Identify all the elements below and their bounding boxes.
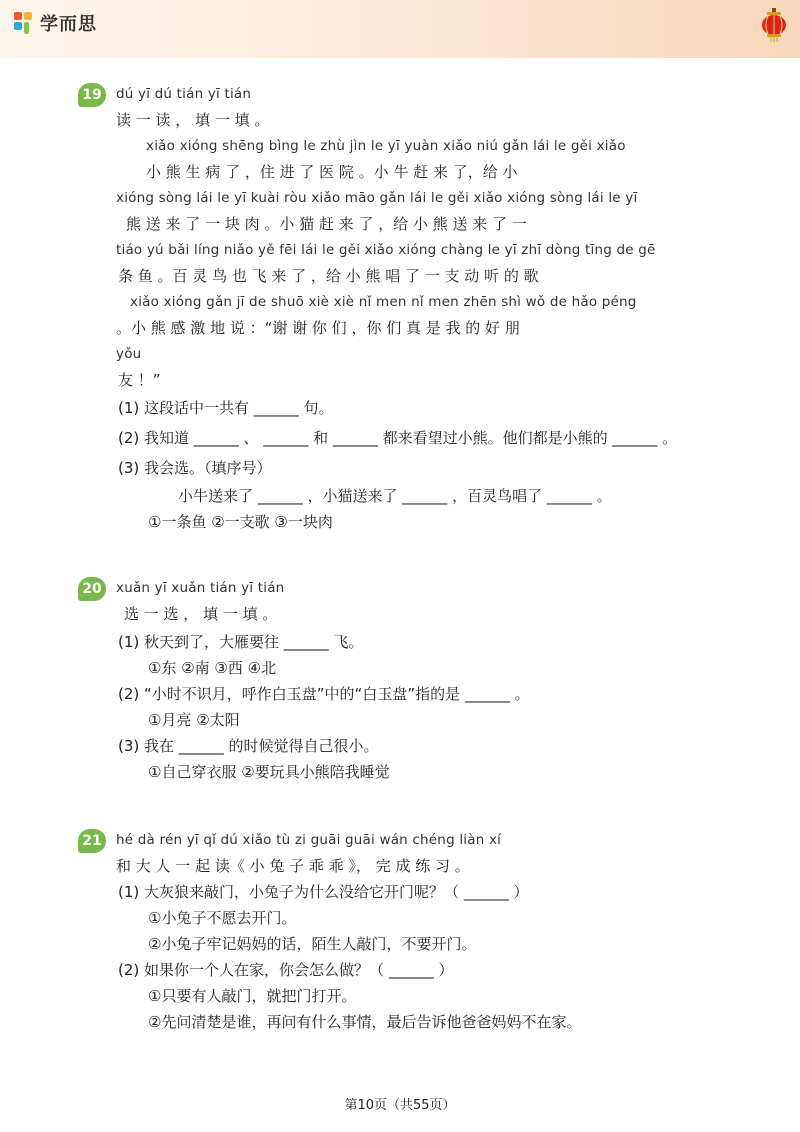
q21-subquestion-1-option-b: ②小兔子牢记妈妈的话，陌生人敲门，不要开门。 — [148, 935, 477, 953]
q20-title-pinyin: xuǎn yī xuǎn tián yī tián — [116, 580, 285, 596]
q20-subquestion-3-options: ①自己穿衣服 ②要玩具小熊陪我睡觉 — [148, 763, 390, 781]
q20-subquestion-1-options: ①东 ②南 ③西 ④北 — [148, 659, 277, 677]
brand-name: 学而思 — [40, 14, 97, 35]
q21-subquestion-2-option-b: ②先问清楚是谁，再问有什么事情，最后告诉他爸爸妈妈不在家。 — [148, 1013, 582, 1031]
q19-text-line-2: 熊 送 来 了 一 块 肉 。小 猫 赶 来 了 ，给 小 熊 送 来 了 一 — [126, 215, 527, 233]
q19-subquestion-3-options: ①一条鱼 ②一支歌 ③一块肉 — [148, 513, 333, 531]
q19-subquestion-3-sentence: 小牛送来了 ______ ，小猫送来了 ______ ，百灵鸟唱了 ______ 。 — [178, 487, 612, 505]
q20-subquestion-2-options: ①月亮 ②太阳 — [148, 711, 240, 729]
q19-pinyin-line-5: yǒu — [116, 346, 142, 362]
q19-pinyin-line-2: xióng sòng lái le yī kuài ròu xiǎo māo gǎn lái le gěi xiǎo xióng sòng lái le yī — [116, 190, 638, 206]
question-number-21: 21 — [78, 829, 106, 853]
q19-title: 读 一 读 ， 填 一 填 。 — [116, 111, 270, 129]
q19-pinyin-line-4: xiǎo xióng gǎn jī de shuō xiè xiè nǐ men nǐ men zhēn shì wǒ de hǎo péng — [130, 294, 637, 310]
q21-title: 和 大 人 一 起 读《 小 兔 子 乖 乖 》， 完 成 练 习 。 — [116, 857, 470, 875]
q21-subquestion-2-option-a: ①只要有人敲门，就把门打开。 — [148, 987, 357, 1005]
question-number-19: 19 — [78, 83, 106, 107]
q21-subquestion-2: (2) 如果你一个人在家，你会怎么做？（ ______ ） — [118, 961, 454, 979]
q20-subquestion-1: (1) 秋天到了，大雁要往 ______ 飞。 — [118, 633, 364, 651]
page-number: 第10页（共55页） — [344, 1098, 456, 1113]
q19-pinyin-line-3: tiáo yú bǎi líng niǎo yě fēi lái le gěi xiǎo xióng chàng le yī zhī dòng tīng de gē — [116, 242, 656, 258]
q19-subquestion-1: (1) 这段话中一共有 ______ 句。 — [118, 399, 334, 417]
question-number-20: 20 — [78, 577, 106, 601]
q21-subquestion-1-option-a: ①小兔子不愿去开门。 — [148, 909, 297, 927]
q19-subquestion-2: (2) 我知道 ______ 、 ______ 和 ______ 都来看望过小熊。他们都是小熊的 ______ 。 — [118, 429, 678, 447]
q19-title-pinyin: dú yī dú tián yī tián — [116, 86, 252, 102]
q19-subquestion-3: (3) 我会选。（填序号） — [118, 459, 272, 477]
q20-subquestion-3: (3) 我在 ______ 的时候觉得自己很小。 — [118, 737, 379, 755]
q20-title: 选 一 选 ， 填 一 填 。 — [124, 605, 278, 623]
q19-text-line-1: 小 熊 生 病 了 ，住 进 了 医 院 。小 牛 赶 来 了，给 小 — [146, 163, 518, 181]
q19-text-line-4: 。小 熊 感 激 地 说 ：“谢 谢 你 们 ，你 们 真 是 我 的 好 朋 — [116, 319, 520, 337]
q21-subquestion-1: (1) 大灰狼来敲门，小兔子为什么没给它开门呢？（ ______ ） — [118, 883, 529, 901]
q19-text-line-5: 友 ！” — [118, 371, 161, 389]
q21-title-pinyin: hé dà rén yī qǐ dú xiǎo tù zi guāi guāi wán chéng liàn xí — [116, 832, 502, 848]
q20-subquestion-2: (2) “小时不识月，呼作白玉盘”中的“白玉盘”指的是 ______ 。 — [118, 685, 530, 703]
q19-text-line-3: 条 鱼 。百 灵 鸟 也 飞 来 了 ，给 小 熊 唱 了 一 支 动 听 的 歌 — [118, 267, 539, 285]
q19-pinyin-line-1: xiǎo xióng shēng bìng le zhù jìn le yī yuàn xiǎo niú gǎn lái le gěi xiǎo — [146, 138, 626, 154]
